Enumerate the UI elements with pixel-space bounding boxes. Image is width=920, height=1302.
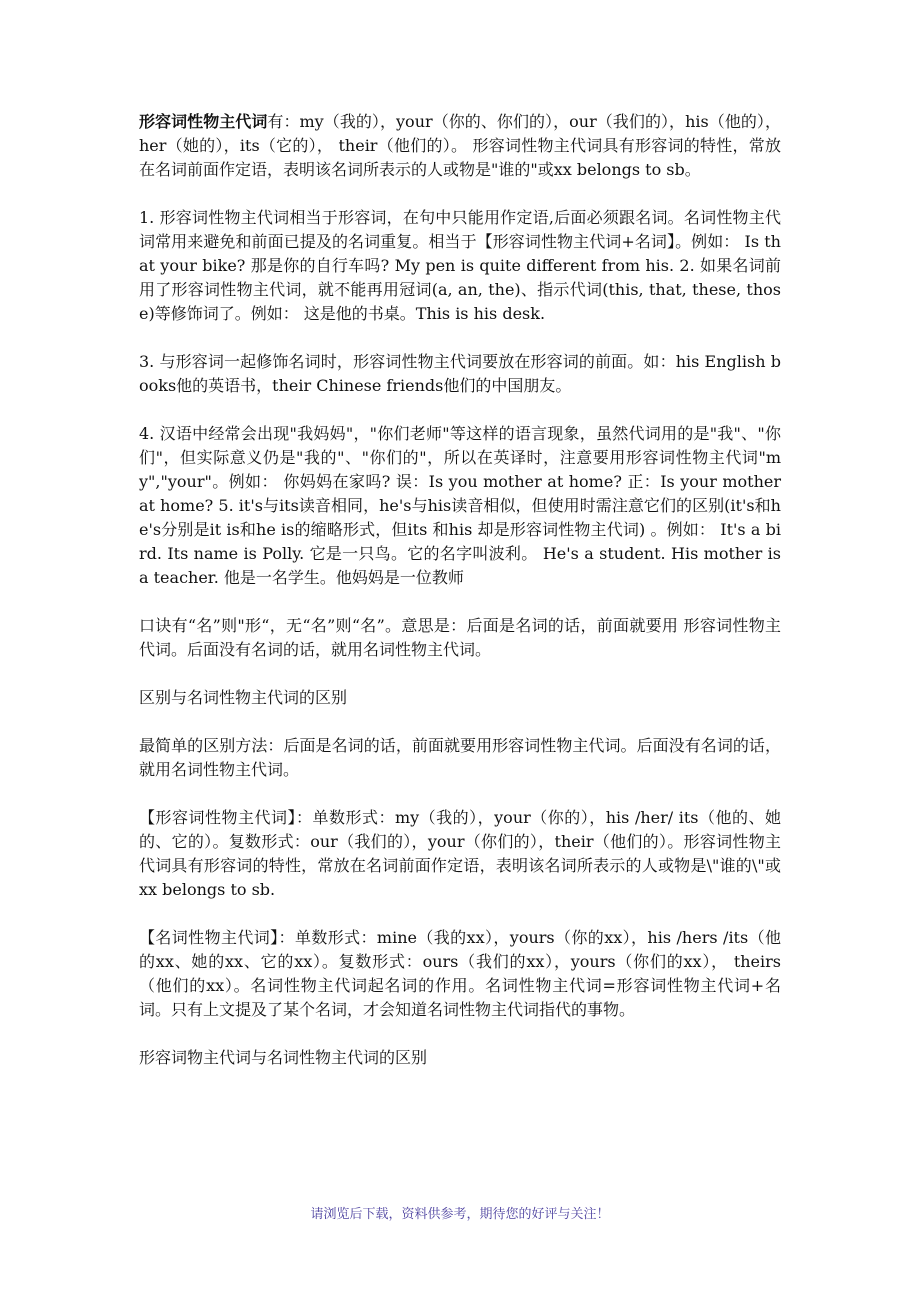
document-body [139, 110, 781, 1094]
paragraph-nominal-possessive: 【名词性物主代词】：单数形式：mine（我的xx），yours（你的xx），his /hers /its（他的xx、她的xx、它的xx）。复数形式：ours（我们的xx），yours（你们的xx）， theirs（他们的xx）。名词性物主代词起名词的作用。名词性物主代词=形容词性物主代词+名词。只有上文提及了某个名词，才会知道名词性物主代词指代的事物。 [139, 928, 781, 1019]
paragraph-intro [139, 110, 781, 182]
section-heading-difference: 区别与名词性物主代词的区别 [139, 688, 348, 707]
paragraph-rule-1-2: 1. 形容词性物主代词相当于形容词，在句中只能用作定语,后面必须跟名词。名词性物主代词常用来避免和前面已提及的名词重复。相当于【形容词性物主代词+名词】。例如： Is that your bike? 那是你的自行车吗? My pen is quite different from his. 2. 如果名词前用了形容词性物主代词，就不能再用冠词(a, an, the)、指示代词(this, that, these, those)等修饰词了。例如： 这是他的书桌。This is his desk. [139, 208, 781, 323]
section-heading-comparison: 形容词物主代词与名词性物主代词的区别 [139, 1048, 428, 1067]
paragraph-adjective-possessive: 【形容词性物主代词】：单数形式：my（我的），your（你的），his /her/ its（他的、她的、它的）。复数形式：our（我们的），your（你们的），their（他们的）。形容词性物主代词具有形容词的特性，常放在名词前面作定语，表明该名词所表示的人或物是\"谁的\"或xx belongs to sb. [139, 808, 781, 899]
intro-lead-term: 形容词性物主代词 [139, 112, 268, 131]
paragraph-rule-3: 3. 与形容词一起修饰名词时，形容词性物主代词要放在形容词的前面。如：his English books他的英语书，their Chinese friends他们的中国朋友。 [139, 352, 781, 395]
intro-text: 有：my（我的），your（你的、你们的），our（我们的），his（他的），her（她的），its（它的）， their（他们的）。 形容词性物主代词具有形容词的特性，常放在名词前面作定语，表明该名词所表示的人或物是"谁的"或xx belongs to sb。 [139, 112, 781, 179]
paragraph-mnemonic: 口诀有“名”则"形“，无“名”则“名”。意思是：后面是名词的话，前面就要用 形容词性物主代词。后面没有名词的话，就用名词性物主代词。 [139, 616, 781, 659]
page-footer-note: 请浏览后下载，资料供参考，期待您的好评与关注！ [310, 1207, 610, 1222]
paragraph-rule-4-5: 4. 汉语中经常会出现"我妈妈"，"你们老师"等这样的语言现象，虽然代词用的是"我"、"你们"，但实际意义仍是"我的"、"你们的"，所以在英译时，注意要用形容词性物主代词"my","your"。例如： 你妈妈在家吗? 误：Is you mother at home? 正：Is your mother at home? 5. it's与its读音相同，he's与his读音相似，但使用时需注意它们的区别(it's和he's分别是it is和he is的缩略形式，但its 和his 却是形容词性物主代词) 。例如： It's a bird. Its name is Polly. 它是一只鸟。它的名字叫波利。 He's a student. His mother is a teacher. 他是一名学生。他妈妈是一位教师 [139, 424, 781, 587]
paragraph-simple-method: 最简单的区别方法：后面是名词的话，前面就要用形容词性物主代词。后面没有名词的话，就用名词性物主代词。 [139, 736, 781, 779]
